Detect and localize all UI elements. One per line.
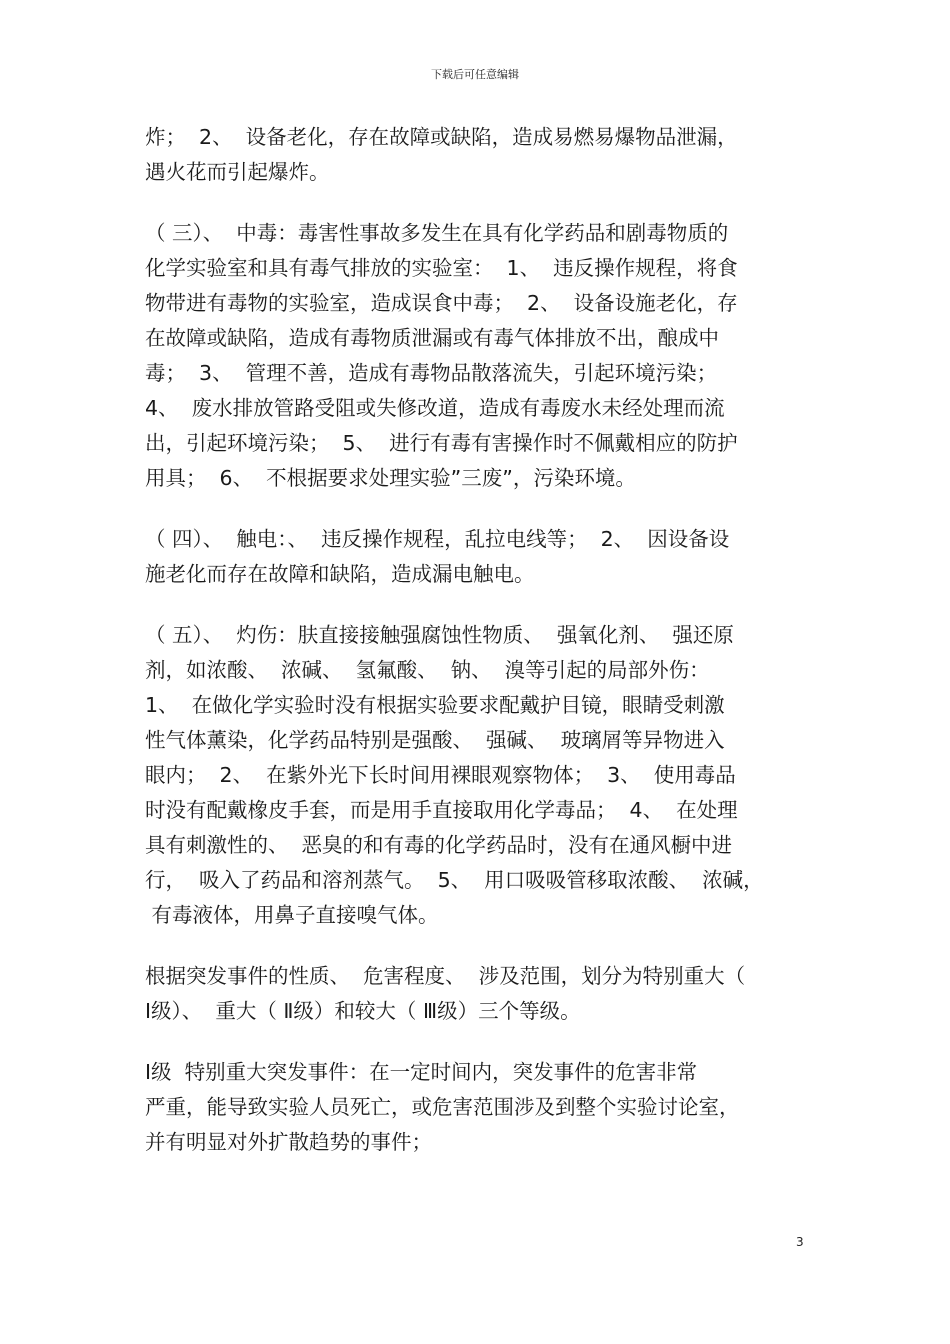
text-line: 有毒液体，用鼻子直接嗅气体。	[145, 903, 439, 927]
text-line: 行， 吸入了药品和溶剂蒸气。 5、 用口吸吸管移取浓酸、 浓碱，	[145, 868, 764, 892]
text-line: Ⅰ级）、 重大（ Ⅱ级）和较大（ Ⅲ级）三个等级。	[145, 999, 581, 1023]
text-line: （ 四）、 触电：、 违反操作规程，乱拉电线等； 2、 因设备设	[145, 527, 730, 551]
text-line: 出，引起环境污染； 5、 进行有毒有害操作时不佩戴相应的防护	[145, 431, 738, 455]
paragraph	[145, 618, 815, 933]
paragraph	[145, 522, 815, 592]
body-text	[145, 120, 815, 1160]
text-line: 具有刺激性的、 恶臭的和有毒的化学药品时，没有在通风橱中进	[145, 833, 733, 857]
page-header: 下载后可任意编辑	[431, 68, 519, 81]
text-line: Ⅰ级 特别重大突发事件：在一定时间内，突发事件的危害非常	[145, 1060, 698, 1084]
text-line: （ 五）、 灼伤：肤直接接触强腐蚀性物质、 强氧化剂、 强还原	[145, 623, 734, 647]
text-line: 施老化而存在故障和缺陷，造成漏电触电。	[145, 562, 535, 586]
text-line: 并有明显对外扩散趋势的事件；	[145, 1130, 432, 1154]
text-line: 4、 废水排放管路受阻或失修改道，造成有毒废水未经处理而流	[145, 396, 725, 420]
text-line: 炸； 2、 设备老化，存在故障或缺陷，造成易燃易爆物品泄漏，	[145, 125, 738, 149]
text-line: （ 三）、 中毒：毒害性事故多发生在具有化学药品和剧毒物质的	[145, 221, 729, 245]
paragraph	[145, 959, 815, 1029]
text-line: 在故障或缺陷，造成有毒物质泄漏或有毒气体排放不出，酿成中	[145, 326, 719, 350]
text-line: 遇火花而引起爆炸。	[145, 160, 330, 184]
text-line: 时没有配戴橡皮手套，而是用手直接取用化学毒品； 4、 在处理	[145, 798, 738, 822]
text-line: 根据突发事件的性质、 危害程度、 涉及范围，划分为特别重大（	[145, 964, 746, 988]
paragraph	[145, 120, 815, 190]
text-line: 严重，能导致实验人员死亡，或危害范围涉及到整个实验讨论室，	[145, 1095, 740, 1119]
text-line: 眼内； 2、 在紫外光下长时间用裸眼观察物体； 3、 使用毒品	[145, 763, 736, 787]
text-line: 物带进有毒物的实验室，造成误食中毒； 2、 设备设施老化，存	[145, 291, 738, 315]
text-line: 用具； 6、 不根据要求处理实验”三废”，污染环境。	[145, 466, 636, 490]
text-line: 剂，如浓酸、 浓碱、 氢氟酸、 钠、 溴等引起的局部外伤：	[145, 658, 710, 682]
text-line: 毒； 3、 管理不善，造成有毒物品散落流失，引起环境污染；	[145, 361, 718, 385]
text-line: 1、 在做化学实验时没有根据实验要求配戴护目镜，眼睛受刺激	[145, 693, 725, 717]
paragraph	[145, 1055, 815, 1160]
paragraph	[145, 216, 815, 496]
text-line: 化学实验室和具有毒气排放的实验室： 1、 违反操作规程，将食	[145, 256, 738, 280]
text-line: 性气体薰染，化学药品特别是强酸、 强碱、 玻璃屑等异物进入	[145, 728, 725, 752]
page-number: 3	[796, 1235, 804, 1249]
